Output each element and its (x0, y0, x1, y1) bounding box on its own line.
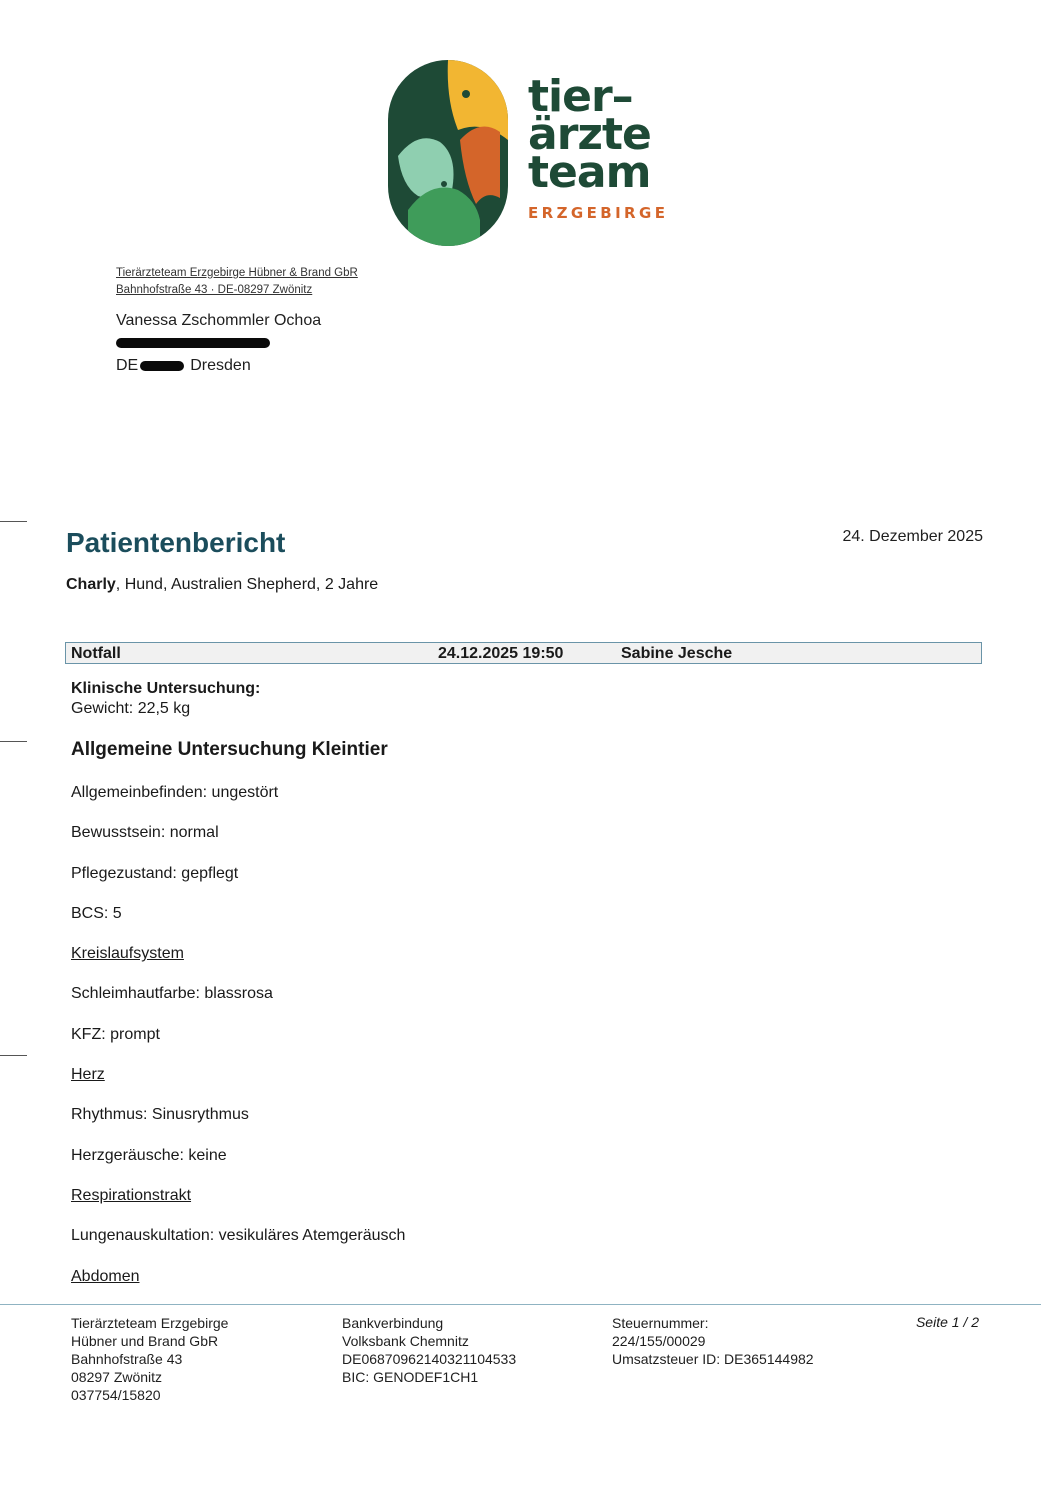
recipient-street-redacted (116, 333, 321, 356)
footer-bank-line: BIC: GENODEF1CH1 (342, 1369, 479, 1385)
report-title: Patientenbericht (66, 527, 286, 558)
footer-bank-line: DE06870962140321104533 (342, 1351, 517, 1367)
patient-name: Charly (66, 576, 116, 593)
exam-subsection-heading: Kreislaufsystem (71, 945, 184, 963)
logo-line-3: team (528, 147, 651, 198)
fold-mark (0, 741, 27, 742)
sender-line-2: Bahnhofstraße 43 · DE-08297 Zwönitz (116, 284, 313, 296)
footer-bank-line: Bankverbindung (342, 1315, 444, 1331)
logo-line-1: tier– (528, 71, 633, 122)
footer-address-line: Bahnhofstraße 43 (71, 1351, 183, 1367)
exam-finding: Allgemeinbefinden: ungestört (71, 784, 279, 801)
exam-finding: Herzgeräusche: keine (71, 1146, 227, 1164)
logo-line-2: ärzte (528, 109, 651, 160)
visit-datetime: 24.12.2025 19:50 (438, 645, 564, 662)
exam-title: Allgemeine Untersuchung Kleintier (71, 739, 388, 760)
exam-finding: Schleimhautfarbe: blassrosa (71, 985, 273, 1003)
footer-address (71, 1314, 228, 1404)
exam-subsection-heading: Abdomen (71, 1267, 140, 1285)
footer-divider (0, 1304, 1041, 1305)
footer-tax-line: Steuernummer: (612, 1315, 709, 1331)
patient-summary (66, 576, 378, 594)
recipient-name: Vanessa Zschommler Ochoa (116, 312, 322, 329)
footer-bank (342, 1314, 516, 1386)
clinic-logo-mark (388, 60, 508, 246)
clinical-weight: Gewicht: 22,5 kg (71, 700, 191, 717)
footer-address-line: Hübner und Brand GbR (71, 1333, 219, 1349)
exam-subsection-heading: Herz (71, 1066, 105, 1084)
sender-address (116, 265, 358, 299)
sender-line-1: Tierärzteteam Erzgebirge Hübner & Brand GbR (116, 267, 358, 279)
fold-mark (0, 521, 27, 522)
exam-finding: Lungenauskultation: vesikuläres Atemgeräusch (71, 1227, 406, 1245)
visit-header (65, 642, 982, 664)
redaction-mark (116, 338, 270, 348)
redaction-mark (140, 361, 184, 371)
recipient-address (116, 310, 321, 378)
footer-tax-line: 224/155/00029 (612, 1333, 706, 1349)
exam-findings (71, 783, 405, 1307)
exam-finding: KFZ: prompt (71, 1025, 160, 1043)
patient-details: , Hund, Australien Shepherd, 2 Jahre (115, 576, 379, 593)
clinic-logo-wordmark (528, 71, 728, 222)
exam-finding: Rhythmus: Sinusrythmus (71, 1106, 249, 1124)
visit-type: Notfall (71, 645, 121, 662)
recipient-city: Dresden (190, 357, 251, 374)
footer-address-line: 08297 Zwönitz (71, 1369, 163, 1385)
page-number: Seite 1 / 2 (915, 1314, 979, 1330)
exam-finding: Pflegezustand: gepflegt (71, 864, 239, 882)
footer-tax (612, 1314, 814, 1368)
exam-finding: BCS: 5 (71, 904, 122, 922)
recipient-city-line (116, 355, 321, 378)
clinical-heading: Klinische Untersuchung: (71, 680, 261, 697)
clinical-section (71, 679, 260, 719)
logo-region: ERZGEBIRGE (528, 204, 669, 222)
footer-bank-line: Volksbank Chemnitz (342, 1333, 469, 1349)
footer-address-line: 037754/15820 (71, 1387, 161, 1403)
exam-finding: Bewusstsein: normal (71, 824, 219, 842)
report-date: 24. Dezember 2025 (842, 528, 983, 545)
fold-mark (0, 1055, 27, 1056)
exam-subsection-heading: Respirationstrakt (71, 1186, 192, 1204)
footer-address-line: Tierärzteteam Erzgebirge (71, 1315, 229, 1331)
recipient-city-prefix: DE (116, 357, 139, 374)
visit-vet: Sabine Jesche (621, 645, 733, 662)
footer-tax-line: Umsatzsteuer ID: DE365144982 (612, 1351, 814, 1367)
